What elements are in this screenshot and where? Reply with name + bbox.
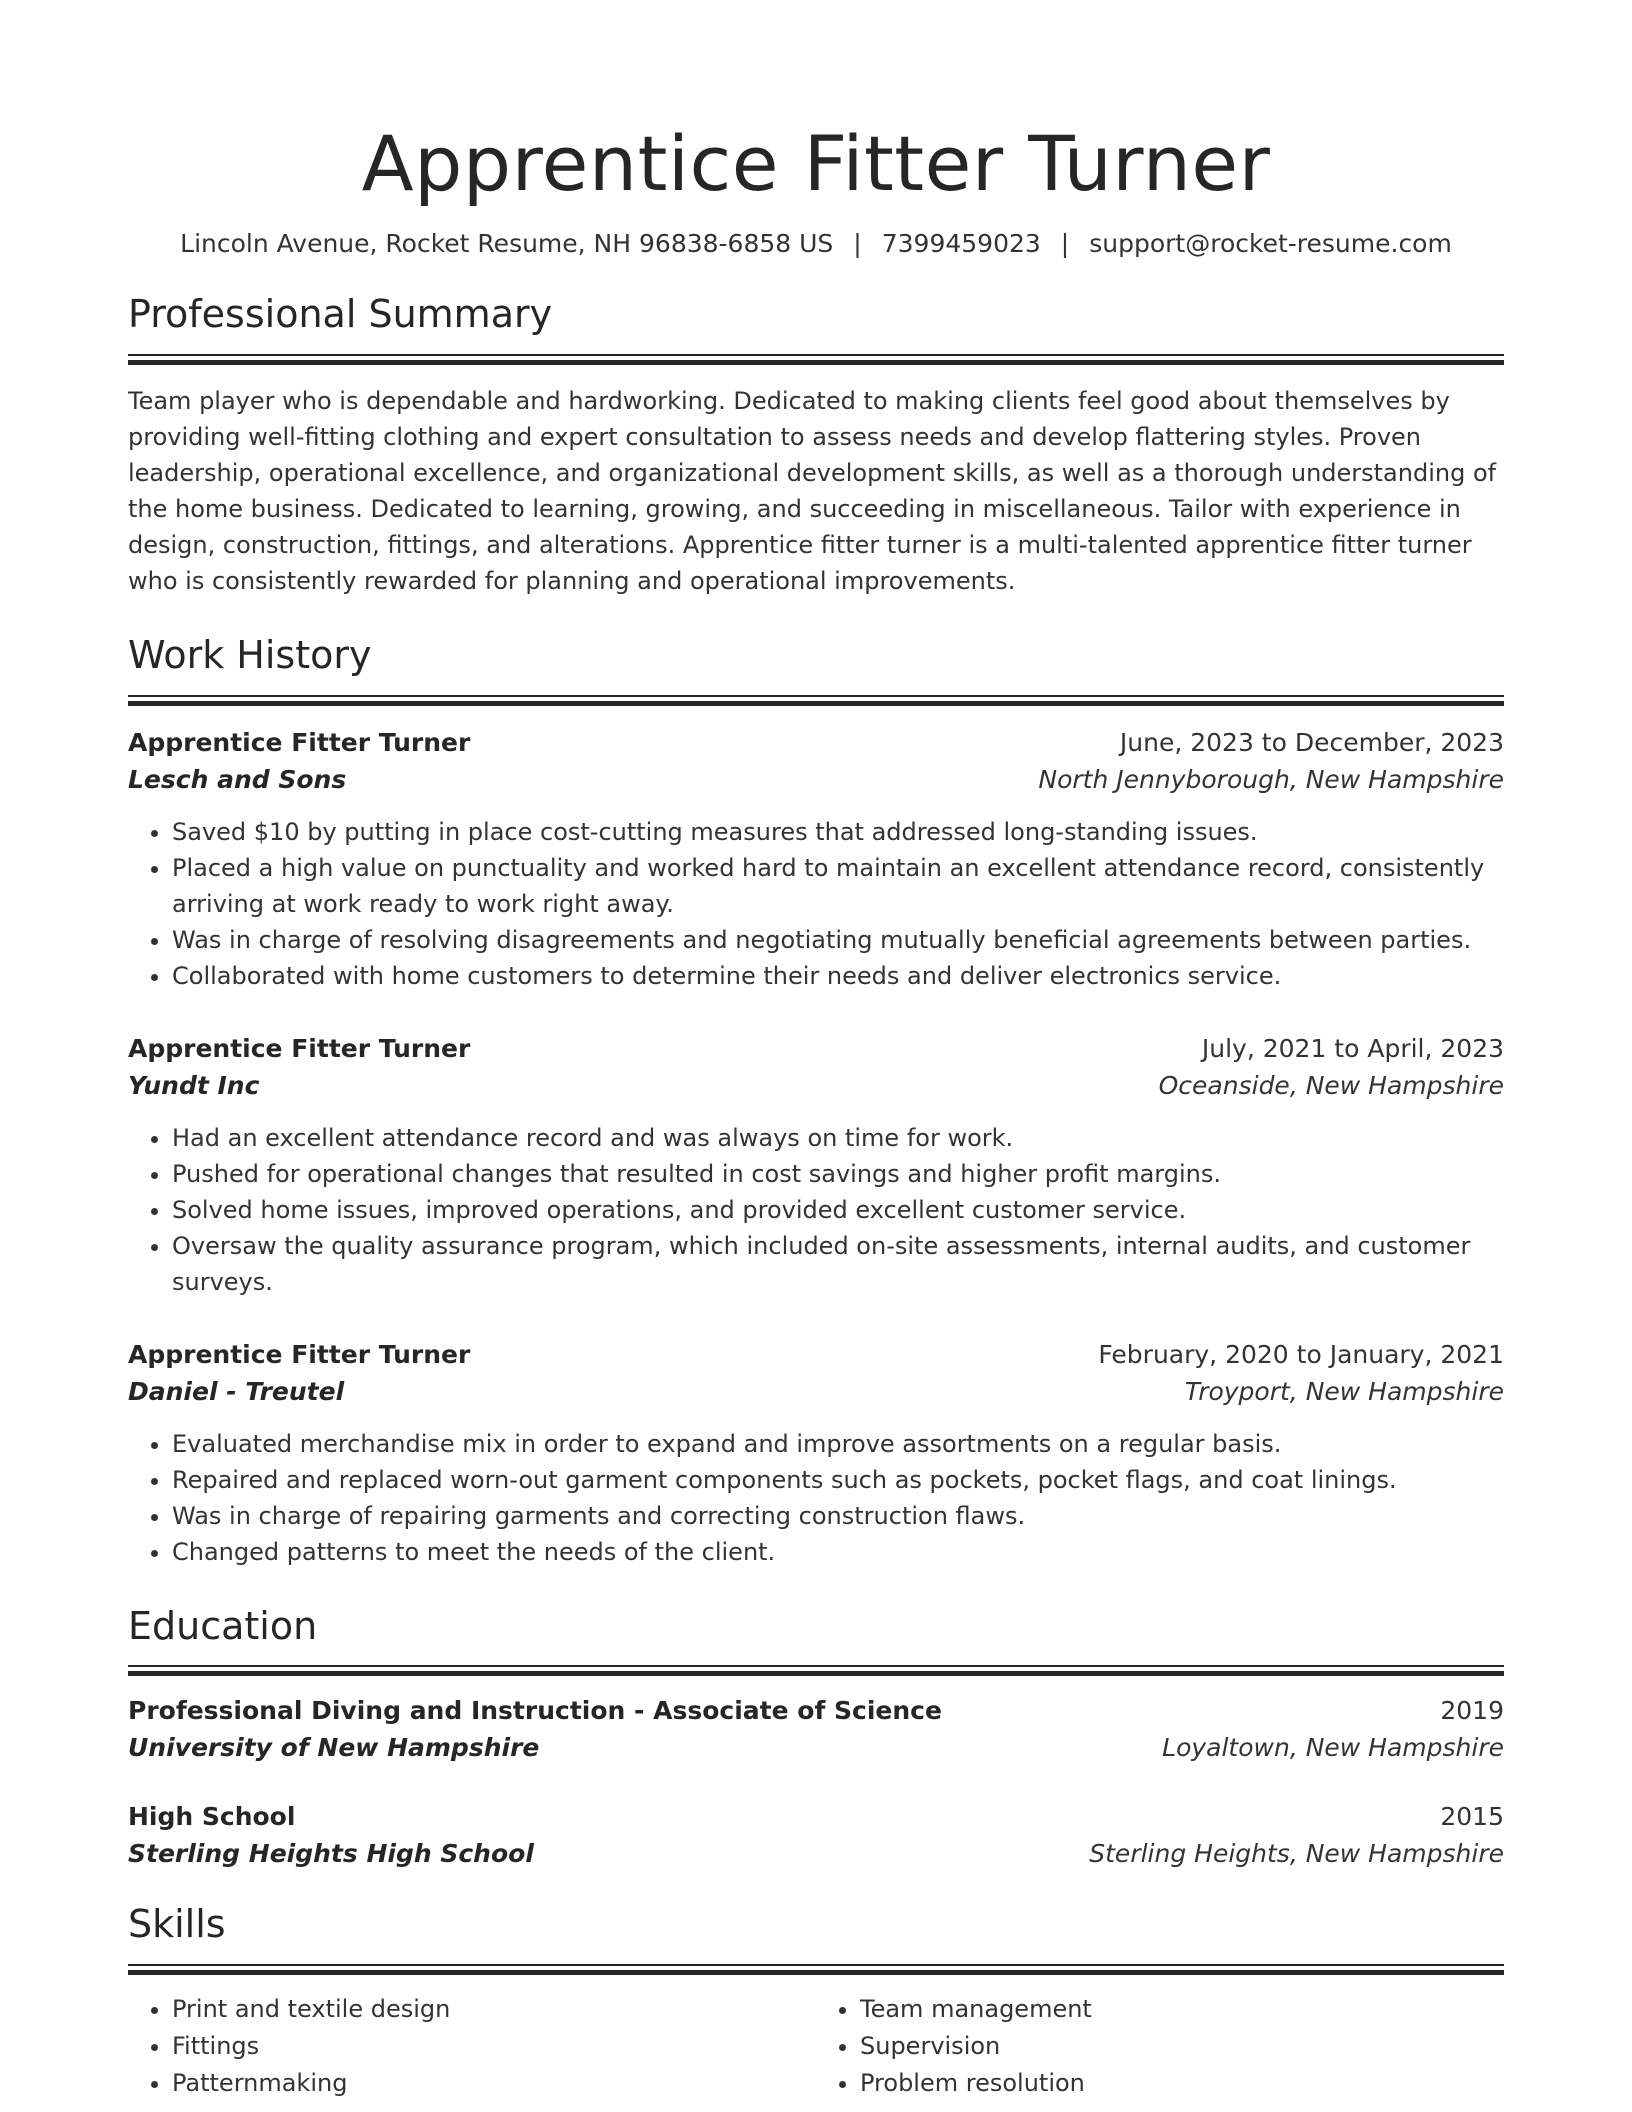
skills-column-right xyxy=(816,1991,1504,2102)
job-bullets xyxy=(128,1426,1504,1570)
work-history-section xyxy=(128,633,1504,1570)
section-title: Education xyxy=(128,1603,318,1648)
job-entry xyxy=(128,728,1504,994)
job-entry xyxy=(128,1340,1504,1570)
contact-separator: | xyxy=(853,229,862,259)
section-title: Work History xyxy=(128,632,372,677)
skill-item: • Patternmaking xyxy=(172,2065,816,2102)
skill-item: • Print and textile design xyxy=(172,1991,816,2028)
section-divider xyxy=(128,695,1504,706)
section-title: Professional Summary xyxy=(128,292,553,337)
job-company: Lesch and Sons xyxy=(128,764,347,794)
job-dates: July, 2021 to April, 2023 xyxy=(1201,1033,1504,1063)
job-location: North Jennyborough, New Hampshire xyxy=(1038,764,1504,794)
job-dates: February, 2020 to January, 2021 xyxy=(1098,1339,1504,1369)
job-bullet: • Was in charge of resolving disagreements and negotiating mutually beneficial agreements between parties. xyxy=(172,922,1504,958)
education-entry xyxy=(128,1696,1504,1762)
skill-item: • Fittings xyxy=(172,2028,816,2065)
contact-email: support@rocket-resume.com xyxy=(1089,229,1452,259)
job-bullets xyxy=(128,814,1504,994)
job-dates: June, 2023 to December, 2023 xyxy=(1119,727,1504,757)
job-bullet: • Oversaw the quality assurance program, which included on-site assessments, internal audits, and customer surveys. xyxy=(172,1228,1504,1300)
contact-phone: 7399459023 xyxy=(881,229,1041,259)
skill-item: • Problem resolution xyxy=(860,2065,1504,2102)
education-location: Sterling Heights, New Hampshire xyxy=(1089,1839,1504,1869)
skills-column-left xyxy=(128,1991,816,2102)
job-company: Daniel - Treutel xyxy=(128,1376,345,1406)
job-title: Apprentice Fitter Turner xyxy=(128,727,471,757)
job-bullet: • Repaired and replaced worn-out garment components such as pockets, pocket flags, and coat linings. xyxy=(172,1462,1504,1498)
contact-address: Lincoln Avenue, Rocket Resume, NH 96838-6858 US xyxy=(180,229,834,259)
skill-item: • Team management xyxy=(860,1991,1504,2028)
job-bullet: • Was in charge of repairing garments and correcting construction flaws. xyxy=(172,1498,1504,1534)
job-bullet: • Saved $10 by putting in place cost-cutting measures that addressed long-standing issues. xyxy=(172,814,1504,850)
job-entry xyxy=(128,1034,1504,1300)
education-year: 2019 xyxy=(1440,1696,1504,1726)
education-section xyxy=(128,1604,1504,1869)
contact-line xyxy=(128,229,1504,258)
summary-section xyxy=(128,292,1504,599)
section-divider xyxy=(128,354,1504,365)
job-title: Apprentice Fitter Turner xyxy=(128,1339,471,1369)
education-school: Sterling Heights High School xyxy=(128,1839,534,1869)
education-school: University of New Hampshire xyxy=(128,1733,540,1763)
summary-text: Team player who is dependable and hardworking. Dedicated to making clients feel good about themselves by providing well-fitting clothing and expert consultation to assess needs and develop flattering styles. Proven leadership, operational excellence, and organizational development skills, as well as a thorough understanding of the home business. Dedicated to learning, growing, and succeeding in miscellaneous. Tailor with experience in design, construction, fittings, and alterations. Apprentice fitter turner is a multi-talented apprentice fitter turner who is consistently rewarded for planning and operational improvements. xyxy=(128,386,1497,595)
education-location: Loyaltown, New Hampshire xyxy=(1162,1733,1504,1763)
skills-section xyxy=(128,1902,1504,2102)
section-title: Skills xyxy=(128,1902,226,1947)
job-location: Troyport, New Hampshire xyxy=(1184,1376,1504,1406)
education-entry xyxy=(128,1802,1504,1868)
job-bullet: • Pushed for operational changes that resulted in cost savings and higher profit margins. xyxy=(172,1156,1504,1192)
skill-item: • Supervision xyxy=(860,2028,1504,2065)
job-bullet: • Collaborated with home customers to determine their needs and deliver electronics service. xyxy=(172,958,1504,994)
job-location: Oceanside, New Hampshire xyxy=(1158,1070,1504,1100)
section-divider xyxy=(128,1964,1504,1975)
education-degree: High School xyxy=(128,1802,296,1832)
section-divider xyxy=(128,1665,1504,1676)
job-bullet: • Changed patterns to meet the needs of the client. xyxy=(172,1534,1504,1570)
skills-columns xyxy=(128,1991,1504,2102)
education-degree: Professional Diving and Instruction - Associate of Science xyxy=(128,1696,942,1726)
job-bullet: • Solved home issues, improved operations, and provided excellent customer service. xyxy=(172,1192,1504,1228)
contact-separator: | xyxy=(1060,229,1070,259)
job-bullets xyxy=(128,1120,1504,1300)
resume-name: Apprentice Fitter Turner xyxy=(361,119,1271,208)
job-company: Yundt Inc xyxy=(128,1070,260,1100)
education-year: 2015 xyxy=(1440,1802,1504,1832)
job-bullet: • Placed a high value on punctuality and worked hard to maintain an excellent attendance record, consistently arriving at work ready to work right away. xyxy=(172,850,1504,922)
job-bullet: • Evaluated merchandise mix in order to expand and improve assortments on a regular basis. xyxy=(172,1426,1504,1462)
job-title: Apprentice Fitter Turner xyxy=(128,1033,471,1063)
job-bullet: • Had an excellent attendance record and was always on time for work. xyxy=(172,1120,1504,1156)
